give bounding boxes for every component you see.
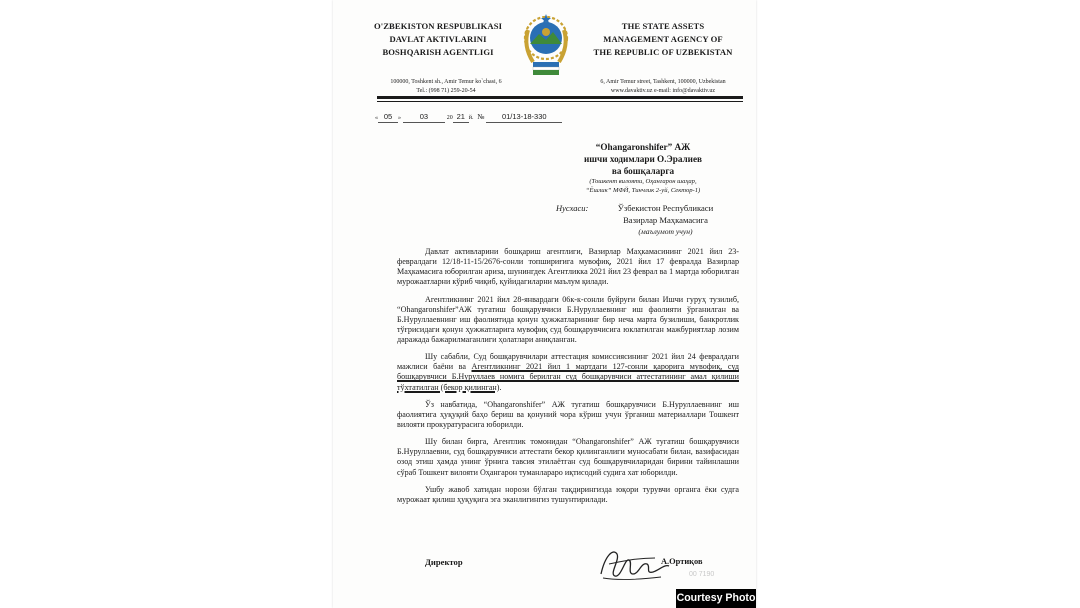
letterhead-right-line: MANAGEMENT AGENCY OF [603, 34, 723, 44]
letterhead-left-address [371, 78, 521, 95]
body-paragraph-2: Агентликнинг 2021 йил 28-январдаги 06к-к-сонли буйруғи билан Ишчи гуруҳ тузилиб, “Ohangaronshifer”АЖ тугатиш бошқарувчиси Б.Нуруллаевнинг иш фаолияти ўрганилган ва Б.Нуруллаевнинг иш фаолиятида қонун ҳужжатларининг бир неча марта бузилиши, банкротлик тўғрисидаги қонун ҳужжатларига мувофиқ суд бошқарувчисига юклатилган мажбуриятлар лозим даражада бажарилмаганлиги ҳолатлари аниқланган. [397, 294, 739, 344]
copy-note: (маълумот учун) [638, 227, 693, 236]
letterhead-right-line: THE REPUBLIC OF UZBEKISTAN [593, 47, 733, 57]
state-emblem-icon [519, 12, 573, 90]
emblem-ribbon-blue-icon [533, 62, 559, 67]
emblem-ribbon-white-icon [533, 67, 559, 70]
emblem-bird-icon [542, 28, 550, 36]
outgoing-date-number [375, 112, 562, 123]
letterhead-rule-thick [377, 96, 743, 99]
letterhead-left-line: O'ZBEKISTON RESPUBLIKASI [373, 21, 503, 31]
emblem-ribbon-green-icon [533, 70, 559, 75]
address-line: 100000, Toshkent sh., Amir Temur ko`chasi, 6 [390, 79, 502, 85]
copy-recipient [603, 202, 728, 238]
number-label: № [477, 112, 485, 121]
phone-line: Tel.: (998 71) 259-20-54 [416, 87, 476, 94]
addressee-address-note [543, 178, 743, 195]
copy-label: Нусхаси: [556, 203, 589, 213]
letterhead-right-address [578, 78, 748, 95]
year-label: й. [468, 115, 474, 121]
letter-page [333, 0, 756, 608]
addressee-line: ишчи ходимлари О.Эралиев [584, 154, 702, 164]
year-prefix: 20 [446, 115, 453, 121]
letterhead-rule-thin [377, 101, 743, 102]
signatory-title: Директор [425, 557, 463, 567]
body-paragraph-5: Шу билан бирга, Агентлик томонидан “Ohangaronshifer” АЖ тугатиш бошқарувчиси Б.Нуруллаевни, суд бошқарувчиси аттестати бекор қилинганлиги муносабати билан, вазифасидан озод этиш ҳамда унинг ўрнига тавсия этилаётган суд бошқарувчиларидан бирини тайинлашни сўраб Тошкент вилояти Оҳангарон туманлараро иқтисодий судига хат юборилди. [397, 437, 739, 477]
letterhead-right-line: THE STATE ASSETS [621, 21, 705, 31]
body-paragraph-6: Ушбу жавоб хатидан норози бўлган тақдирингизда юқори турувчи органга ёки судга мурожаат қилиш ҳуқуқига эга эканлигингиз тушунтирилади. [397, 484, 739, 504]
close-quote: » [398, 115, 401, 121]
courtesy-photo-badge: Courtesy Photo [676, 589, 756, 608]
outgoing-year: 21 [453, 112, 469, 123]
copy-recipient-line: Ўзбекистон Республикаси [617, 203, 714, 213]
body-paragraph-3 [397, 352, 739, 392]
letter-body [397, 247, 739, 512]
outgoing-day: 05 [378, 112, 398, 123]
address-line: 6, Amir Temur street, Tashkent, 100000, Uzbekistan [600, 79, 726, 85]
copy-recipient-line: Вазирлар Маҳкамасига [623, 215, 708, 225]
letterhead-left-title [373, 20, 503, 59]
paragraph-3-end: . [499, 382, 502, 392]
addressee-block [548, 141, 738, 177]
addressee-line: ва бошқаларга [611, 166, 675, 176]
faint-stamp-text: 00 7190 [689, 571, 715, 578]
body-paragraph-1: Давлат активларини бошқариш агентлиги, Вазирлар Маҳкамасининг 2021 йил 23-февралдаги 12/18-11-15/2676-сонли топшириғига мувофиқ, 2021 йил 17 февралда Вазирлар Маҳкамасига юборилган ариза, шунингдек Агентликка 2021 йил 23 феврал ва 1 мартда юборилган мурожаатларни кўриб чиқиб, қуйидагиларни маълум қилади. [397, 247, 739, 287]
addressee-note-line: “Ёшлик” МФЙ, Тинчлик 2-уй, Сектор-1) [585, 186, 701, 194]
outgoing-number: 01/13-18-330 [486, 112, 562, 123]
letterhead-left-line: BOSHQARISH AGENTLIGI [382, 47, 494, 57]
body-paragraph-4: Ўз навбатида, “Ohangaronshifer” АЖ тугатиш бошқарувчиси Б.Нуруллаевнинг иш фаолиятига ҳуқуқий баҳо бериш ва қонуний чора кўриш учун ўрганиш материаллари Тошкент вилояти прокуратурасига юборилди. [397, 399, 739, 429]
letterhead-right-title [583, 20, 743, 59]
open-quote: « [375, 115, 378, 121]
outgoing-month: 03 [403, 112, 445, 123]
web-email-line: www.davaktiv.uz e-mail: info@davaktiv.uz [610, 87, 716, 94]
paragraph-3-start: Шу сабабли, Суд бошқарувчилари аттестация комиссиясининг 2021 йил 24 февралдаги мажлиси баёни ва [397, 352, 739, 372]
addressee-note-line: (Тошкент вилояти, Оҳангарон шаҳар, [589, 178, 697, 185]
letterhead-left-line: DAVLAT AKTIVLARINI [389, 34, 487, 44]
signatory-name: А.Ортиқов [661, 557, 703, 566]
underlined-decision-text: Агентликнинг 2021 йил 1 мартдаги 127-сонли қарорига мувофиқ, суд бошқарувчиси Б.Нуруллаев номига берилган суд бошқарувчиси аттестатининг амал қилиши тўхтатилган (бекор қилинган) [397, 362, 739, 392]
addressee-line: “Ohangaronshifer” АЖ [595, 142, 691, 152]
